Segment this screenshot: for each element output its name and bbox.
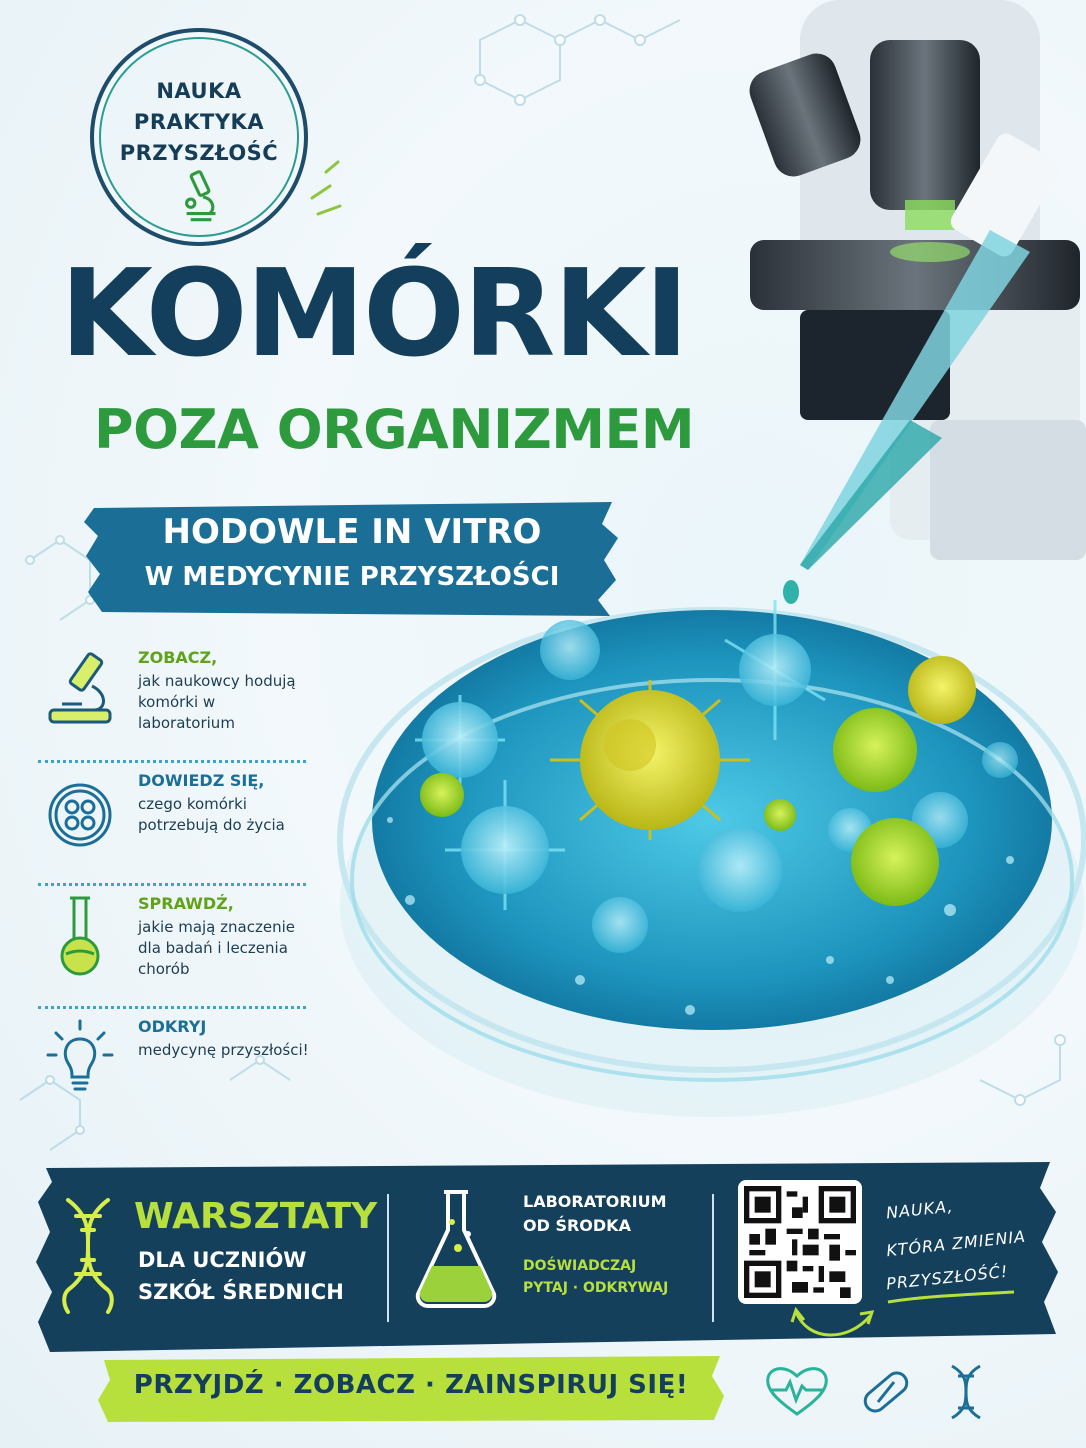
- heartbeat-icon: [764, 1362, 830, 1418]
- workshop-band: [36, 1162, 1060, 1352]
- banner-line-2: W MEDYCYNIE PRZYSZŁOŚCI: [144, 562, 560, 592]
- feature-item: [38, 1009, 309, 1129]
- feature-item: [38, 886, 306, 1006]
- dna-icon: [944, 1362, 988, 1422]
- main-title: KOMÓRKI: [60, 245, 688, 384]
- workshops-line-1: DLA UCZNIÓW: [138, 1248, 307, 1272]
- feature-list: [38, 640, 309, 1129]
- stamp-badge: [90, 28, 308, 246]
- slogan-line-1: NAUKA,: [885, 1196, 955, 1223]
- workshops-line-2: SZKÓŁ ŚREDNICH: [138, 1280, 344, 1304]
- sparkle-icon: [306, 158, 366, 218]
- subtitle: POZA ORGANIZMEM: [94, 398, 695, 461]
- title-banner: [82, 500, 622, 618]
- stamp-line-2: PRAKTYKA: [133, 110, 265, 134]
- feature-heading: SPRAWDŹ,: [138, 894, 234, 913]
- feature-heading: DOWIEDZ SIĘ,: [138, 771, 265, 790]
- stamp-line-1: NAUKA: [156, 79, 242, 103]
- lightbulb-icon: [42, 1015, 118, 1105]
- curved-arrow-icon: [788, 1302, 878, 1342]
- band-divider: [712, 1194, 714, 1322]
- petri-dish-icon: [42, 769, 118, 859]
- flask-icon: [408, 1184, 504, 1314]
- lab-line-2: OD ŚRODKA: [523, 1216, 631, 1235]
- qr-code[interactable]: [738, 1180, 862, 1304]
- microscope-icon: [42, 646, 118, 736]
- slogan-line-2: KTÓRA ZMIENIA: [885, 1226, 1027, 1261]
- qr-code-icon: [744, 1186, 856, 1298]
- workshops-title: WARSZTATY: [134, 1196, 378, 1237]
- microscope-image: [744, 0, 1086, 560]
- feature-text: czego komórki potrzebują do życia: [138, 795, 285, 834]
- microscope-icon: [168, 166, 230, 228]
- slogan-line-3: PRZYSZŁOŚĆ!: [885, 1261, 1010, 1294]
- petri-dish-image: [340, 600, 1084, 1117]
- lab-line-4: PYTAJ · ODKRYWAJ: [523, 1280, 669, 1296]
- feature-item: [38, 763, 306, 883]
- banner-line-1: HODOWLE IN VITRO: [162, 512, 542, 552]
- dna-icon: [60, 1196, 116, 1316]
- feature-item: [38, 640, 306, 760]
- lab-line-3: DOŚWIADCZAJ: [523, 1258, 637, 1274]
- feature-text: jakie mają znaczenie dla badań i leczenia chorób: [138, 918, 295, 978]
- lab-line-1: LABORATORIUM: [523, 1192, 667, 1211]
- underline-stroke: [886, 1290, 1016, 1306]
- feature-text: jak naukowcy hodują komórki w laboratorium: [138, 672, 296, 732]
- test-tube-icon: [42, 892, 118, 982]
- pill-icon: [856, 1362, 916, 1422]
- feature-heading: ZOBACZ,: [138, 648, 218, 667]
- call-to-action-strip: [96, 1356, 726, 1422]
- stamp-line-3: PRZYSZŁOŚĆ: [119, 141, 279, 165]
- call-to-action-text: PRZYJDŹ · ZOBACZ · ZAINSPIRUJ SIĘ!: [133, 1370, 689, 1400]
- feature-text: medycynę przyszłości!: [138, 1041, 309, 1059]
- band-divider: [387, 1194, 389, 1322]
- feature-heading: ODKRYJ: [138, 1017, 207, 1036]
